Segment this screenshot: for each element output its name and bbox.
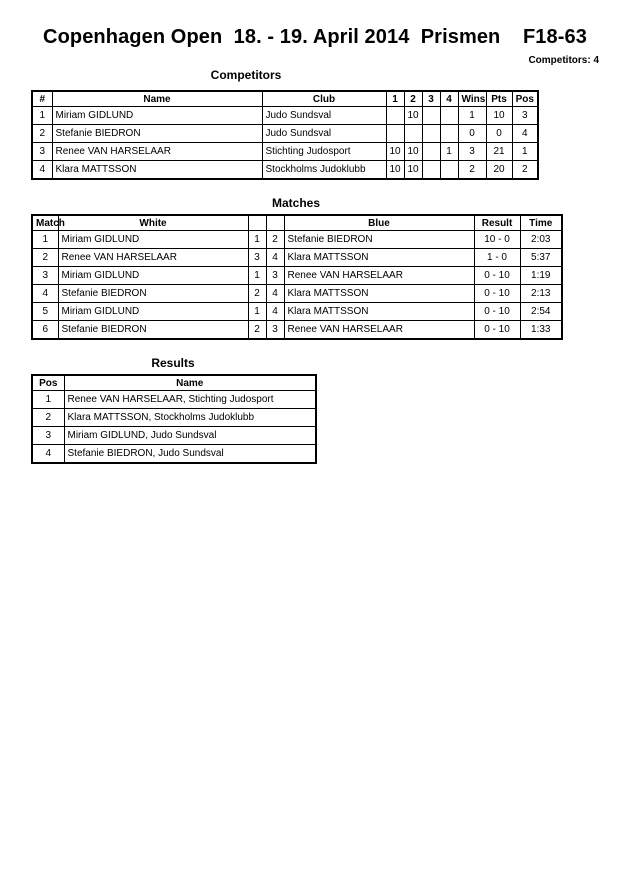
results-heading: Results	[151, 356, 195, 370]
matches-cell: Klara MATTSSON	[284, 249, 474, 267]
matches-cell: 1:19	[520, 267, 562, 285]
competitors-cell: 2	[512, 161, 538, 180]
matches-cell: 2:03	[520, 231, 562, 249]
competitors-cell: Judo Sundsval	[262, 125, 386, 143]
competitors-cell: Miriam GIDLUND	[52, 107, 262, 125]
competitors-cell: 4	[32, 161, 52, 180]
results-cell: 1	[32, 391, 64, 409]
results-cell: 4	[32, 445, 64, 464]
competitors-cell: 10	[386, 143, 404, 161]
competitors-cell: 20	[486, 161, 512, 180]
matches-cell: 4	[32, 285, 58, 303]
competitors-cell: 2	[458, 161, 486, 180]
competitors-cell	[422, 107, 440, 125]
matches-cell: 6	[32, 321, 58, 340]
competitors-cell: 3	[458, 143, 486, 161]
matches-cell: 0 - 10	[474, 267, 520, 285]
competitors-cell: 10	[404, 107, 422, 125]
competitors-row	[32, 161, 538, 180]
matches-cell: 0 - 10	[474, 321, 520, 340]
matches-heading: Matches	[271, 196, 321, 210]
matches-cell: 3	[266, 267, 284, 285]
results-col-header: Pos	[32, 375, 64, 391]
competitors-cell: Klara MATTSSON	[52, 161, 262, 180]
competitors-cell: Stockholms Judoklubb	[262, 161, 386, 180]
results-row	[32, 409, 316, 427]
matches-col-header: Time	[520, 215, 562, 231]
results-row	[32, 445, 316, 464]
matches-row	[32, 285, 562, 303]
matches-cell: 5:37	[520, 249, 562, 267]
matches-cell: 0 - 10	[474, 303, 520, 321]
matches-cell: 5	[32, 303, 58, 321]
results-cell: Renee VAN HARSELAAR, Stichting Judosport	[64, 391, 316, 409]
matches-cell: Renee VAN HARSELAAR	[58, 249, 248, 267]
matches-cell: Miriam GIDLUND	[58, 231, 248, 249]
matches-cell: 2	[248, 285, 266, 303]
matches-cell: Miriam GIDLUND	[58, 303, 248, 321]
matches-col-header: Blue	[284, 215, 474, 231]
matches-cell: 4	[266, 303, 284, 321]
matches-row	[32, 249, 562, 267]
competitors-cell	[440, 161, 458, 180]
competitors-count: Competitors: 4	[528, 55, 599, 66]
matches-cell: Stefanie BIEDRON	[58, 321, 248, 340]
competitors-col-header: Wins	[458, 91, 486, 107]
matches-cell: 3	[266, 321, 284, 340]
matches-row	[32, 231, 562, 249]
matches-row	[32, 267, 562, 285]
matches-cell: 2	[248, 321, 266, 340]
competitors-cell: 1	[512, 143, 538, 161]
matches-col-header: Match	[32, 215, 58, 231]
matches-cell: Klara MATTSSON	[284, 303, 474, 321]
competitors-col-header: 4	[440, 91, 458, 107]
competitors-cell	[440, 107, 458, 125]
matches-col-header	[248, 215, 266, 231]
matches-cell: 3	[32, 267, 58, 285]
competitors-cell: 3	[32, 143, 52, 161]
results-table	[31, 374, 317, 464]
competitors-cell: 3	[512, 107, 538, 125]
competitors-heading: Competitors	[210, 68, 282, 82]
page-title: Copenhagen Open 18. - 19. April 2014 Prismen F18-63	[43, 26, 587, 48]
matches-cell: 0 - 10	[474, 285, 520, 303]
competitors-col-header: Club	[262, 91, 386, 107]
competitors-cell: 1	[440, 143, 458, 161]
matches-table	[31, 214, 563, 340]
matches-cell: 3	[248, 249, 266, 267]
competitors-cell: 2	[32, 125, 52, 143]
matches-cell: 2:13	[520, 285, 562, 303]
matches-cell: 4	[266, 285, 284, 303]
competitors-cell: Stichting Judosport	[262, 143, 386, 161]
competitors-cell	[386, 125, 404, 143]
matches-cell: 2	[266, 231, 284, 249]
competitors-row	[32, 107, 538, 125]
competitors-cell	[404, 125, 422, 143]
competitors-row	[32, 125, 538, 143]
matches-cell: Renee VAN HARSELAAR	[284, 321, 474, 340]
competitors-col-header: Name	[52, 91, 262, 107]
matches-cell: 1	[248, 267, 266, 285]
matches-cell: Stefanie BIEDRON	[58, 285, 248, 303]
results-row	[32, 427, 316, 445]
matches-row	[32, 303, 562, 321]
matches-cell: Klara MATTSSON	[284, 285, 474, 303]
matches-cell: 4	[266, 249, 284, 267]
matches-cell: 1	[248, 231, 266, 249]
competitors-table	[31, 90, 539, 180]
competitors-cell: 1	[458, 107, 486, 125]
matches-col-header	[266, 215, 284, 231]
results-cell: 2	[32, 409, 64, 427]
competitors-col-header: 2	[404, 91, 422, 107]
matches-cell: 2	[32, 249, 58, 267]
matches-cell: 1:33	[520, 321, 562, 340]
competitors-cell	[422, 125, 440, 143]
competitors-row	[32, 143, 538, 161]
matches-cell: 2:54	[520, 303, 562, 321]
competitors-cell: 0	[486, 125, 512, 143]
competitors-col-header: 3	[422, 91, 440, 107]
competitors-col-header: 1	[386, 91, 404, 107]
competitors-cell: 0	[458, 125, 486, 143]
results-cell: Stefanie BIEDRON, Judo Sundsval	[64, 445, 316, 464]
competitors-cell: 10	[486, 107, 512, 125]
competitors-cell: 1	[32, 107, 52, 125]
matches-row	[32, 321, 562, 340]
matches-cell: 1 - 0	[474, 249, 520, 267]
competitors-cell: 10	[404, 161, 422, 180]
competitors-cell: Stefanie BIEDRON	[52, 125, 262, 143]
results-row	[32, 391, 316, 409]
competitors-cell	[422, 143, 440, 161]
competitors-cell: 10	[386, 161, 404, 180]
competitors-cell: 10	[404, 143, 422, 161]
matches-cell: 1	[248, 303, 266, 321]
matches-cell: 1	[32, 231, 58, 249]
results-cell: 3	[32, 427, 64, 445]
matches-col-header: White	[58, 215, 248, 231]
competitors-cell: 4	[512, 125, 538, 143]
competitors-cell: Renee VAN HARSELAAR	[52, 143, 262, 161]
matches-cell: Renee VAN HARSELAAR	[284, 267, 474, 285]
matches-cell: 10 - 0	[474, 231, 520, 249]
results-col-header: Name	[64, 375, 316, 391]
competitors-cell	[422, 161, 440, 180]
competitors-cell: Judo Sundsval	[262, 107, 386, 125]
competitors-cell	[386, 107, 404, 125]
competitors-col-header: Pts	[486, 91, 512, 107]
competitors-col-header: #	[32, 91, 52, 107]
results-cell: Klara MATTSSON, Stockholms Judoklubb	[64, 409, 316, 427]
matches-col-header: Result	[474, 215, 520, 231]
competitors-cell	[440, 125, 458, 143]
matches-cell: Stefanie BIEDRON	[284, 231, 474, 249]
matches-cell: Miriam GIDLUND	[58, 267, 248, 285]
competitors-cell: 21	[486, 143, 512, 161]
results-cell: Miriam GIDLUND, Judo Sundsval	[64, 427, 316, 445]
competitors-col-header: Pos	[512, 91, 538, 107]
